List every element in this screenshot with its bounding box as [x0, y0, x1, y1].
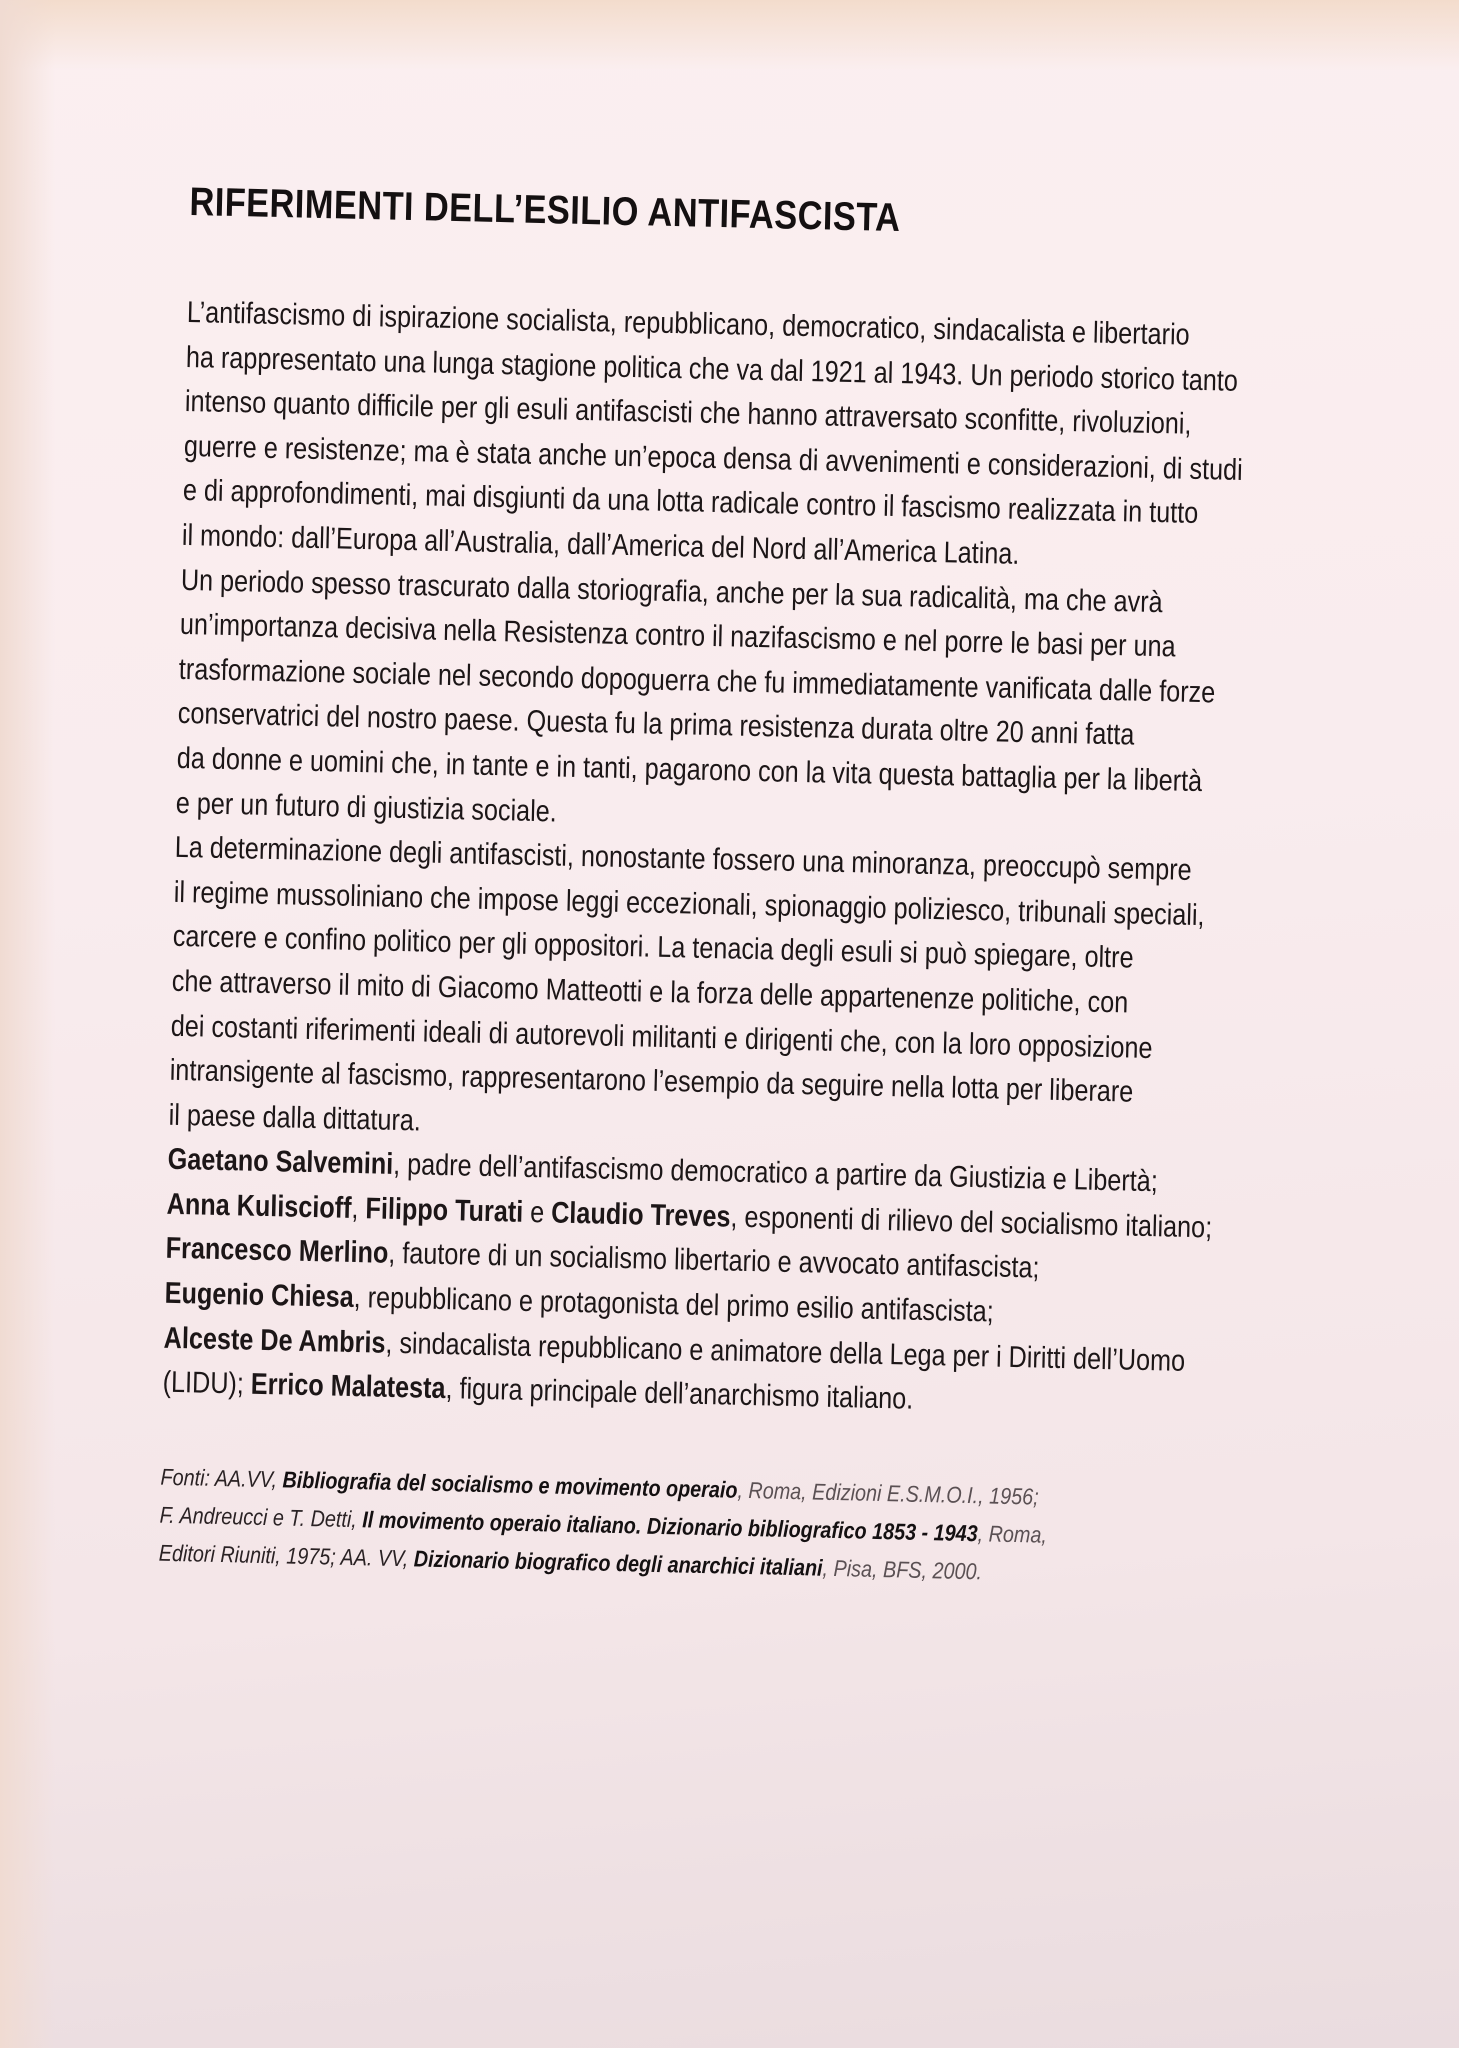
- paragraph-line: e per un futuro di giustizia sociale.: [175, 786, 558, 829]
- person-description: , sindacalista repubblicano e animatore della Lega per i Diritti dell’Uomo: [385, 1326, 1186, 1378]
- separator: e: [522, 1195, 552, 1230]
- source-title: Il movimento operaio italiano. Dizionario bibliografico 1853 - 1943: [362, 1506, 978, 1547]
- paragraph-line: intransigente al fascismo, rappresentarono l’esempio da seguire nella lotta per liberare: [169, 1053, 1134, 1109]
- person-name: Anna Kuliscioff: [166, 1187, 352, 1225]
- person-name: Filippo Turati: [365, 1192, 524, 1229]
- paragraph-line: guerre e resistenze; ma è stata anche un’epoca densa di avvenimenti e considerazioni, di studi: [183, 429, 1244, 487]
- paragraph-line: il paese dalla dittatura.: [168, 1098, 422, 1138]
- paragraph-line: il regime mussoliniano che impose leggi eccezionali, spionaggio poliziesco, tribunali speciali,: [173, 875, 1205, 932]
- person-name: Gaetano Salvemini: [167, 1143, 394, 1182]
- paragraph-line: carcere e confino politico per gli oppositori. La tenacia degli esuli si può spiegare, oltre: [172, 920, 1134, 975]
- panel-left-shadow: [0, 0, 55, 2048]
- separator: ,: [351, 1191, 366, 1226]
- source-publisher: , Pisa, BFS, 2000.: [822, 1554, 983, 1585]
- paragraph-line: e di approfondimenti, mai disgiunti da una lotta radicale contro il fascismo realizzata in tutto: [182, 474, 1199, 531]
- person-description: , padre dell’antifascismo democratico a partire da Giustizia e Libertà;: [392, 1148, 1159, 1199]
- paragraph-line: trasformazione sociale nel secondo dopoguerra che fu immediatamente vanificata dalle forze: [178, 652, 1216, 710]
- person-description: , repubblicano e protagonista del primo esilio antifascista;: [353, 1281, 995, 1329]
- document-content: [158, 180, 1379, 1598]
- sources-prefix: Fonti: AA.VV,: [160, 1463, 283, 1493]
- source-publisher: Editori Riuniti, 1975; AA. VV,: [158, 1539, 415, 1572]
- paragraph-line: un’importanza decisiva nella Resistenza contro il nazifascismo e nel porre le basi per una: [179, 608, 1176, 664]
- person-name: Alceste De Ambris: [163, 1321, 386, 1360]
- person-name: Claudio Treves: [550, 1196, 731, 1234]
- paragraph-line: intenso quanto difficile per gli esuli antifascisti che hanno attraversato sconfitte, rivoluzioni,: [184, 385, 1192, 441]
- person-description: , figura principale dell’anarchismo italiano.: [445, 1372, 914, 1416]
- person-name: Errico Malatesta: [250, 1367, 446, 1406]
- source-authors: F. Andreucci e T. Detti,: [159, 1501, 363, 1533]
- source-publisher: , Roma, Edizioni E.S.M.O.I., 1956;: [737, 1476, 1039, 1510]
- paragraph-line: La determinazione degli antifascisti, nonostante fossero una minoranza, preoccupò sempre: [174, 830, 1192, 888]
- person-description: , esponenti di rilievo del socialismo italiano;: [730, 1200, 1213, 1245]
- main-text: [162, 291, 1397, 1433]
- page-title: RIFERIMENTI DELL’ESILIO ANTIFASCISTA: [189, 180, 901, 241]
- paragraph-line: Un periodo spesso trascurato dalla storiografia, anche per la sua radicalità, ma che avrà: [180, 563, 1163, 619]
- paragraph-line: il mondo: dall’Europa all’Australia, dall’America del Nord all’America Latina.: [181, 518, 1020, 571]
- paragraph-line: dei costanti riferimenti ideali di autorevoli militanti e dirigenti che, con la loro opposizione: [170, 1009, 1153, 1065]
- paragraph-line: da donne e uomini che, in tante e in tanti, pagarono con la vita questa battaglia per la libertà: [176, 741, 1203, 799]
- person-description: , fautore di un socialismo libertario e avvocato antifascista;: [387, 1237, 1040, 1286]
- paragraph-line: ha rappresentato una lunga stagione politica che va dal 1921 al 1943. Un periodo storico tanto: [185, 340, 1239, 398]
- paragraph-line: conservatrici del nostro paese. Questa fu la prima resistenza durata oltre 20 anni fatta: [177, 697, 1135, 752]
- paragraph-line: L’antifascismo di ispirazione socialista, repubblicano, democratico, sindacalista e libertario: [186, 295, 1191, 352]
- source-title: Dizionario biografico degli anarchici italiani: [413, 1545, 823, 1581]
- sources-note: [158, 1458, 1364, 1599]
- lidu-prefix: (LIDU);: [162, 1365, 252, 1401]
- people-list: [162, 1138, 1377, 1433]
- source-publisher: , Roma,: [977, 1520, 1048, 1548]
- paragraph-line: che attraverso il mito di Giacomo Matteotti e la forza delle appartenenze politiche, con: [171, 964, 1129, 1020]
- person-name: Eugenio Chiesa: [164, 1276, 355, 1315]
- panel-top-shadow: [0, 0, 1459, 70]
- person-name: Francesco Merlino: [165, 1232, 389, 1271]
- source-title: Bibliografia del socialismo e movimento operaio: [282, 1466, 738, 1503]
